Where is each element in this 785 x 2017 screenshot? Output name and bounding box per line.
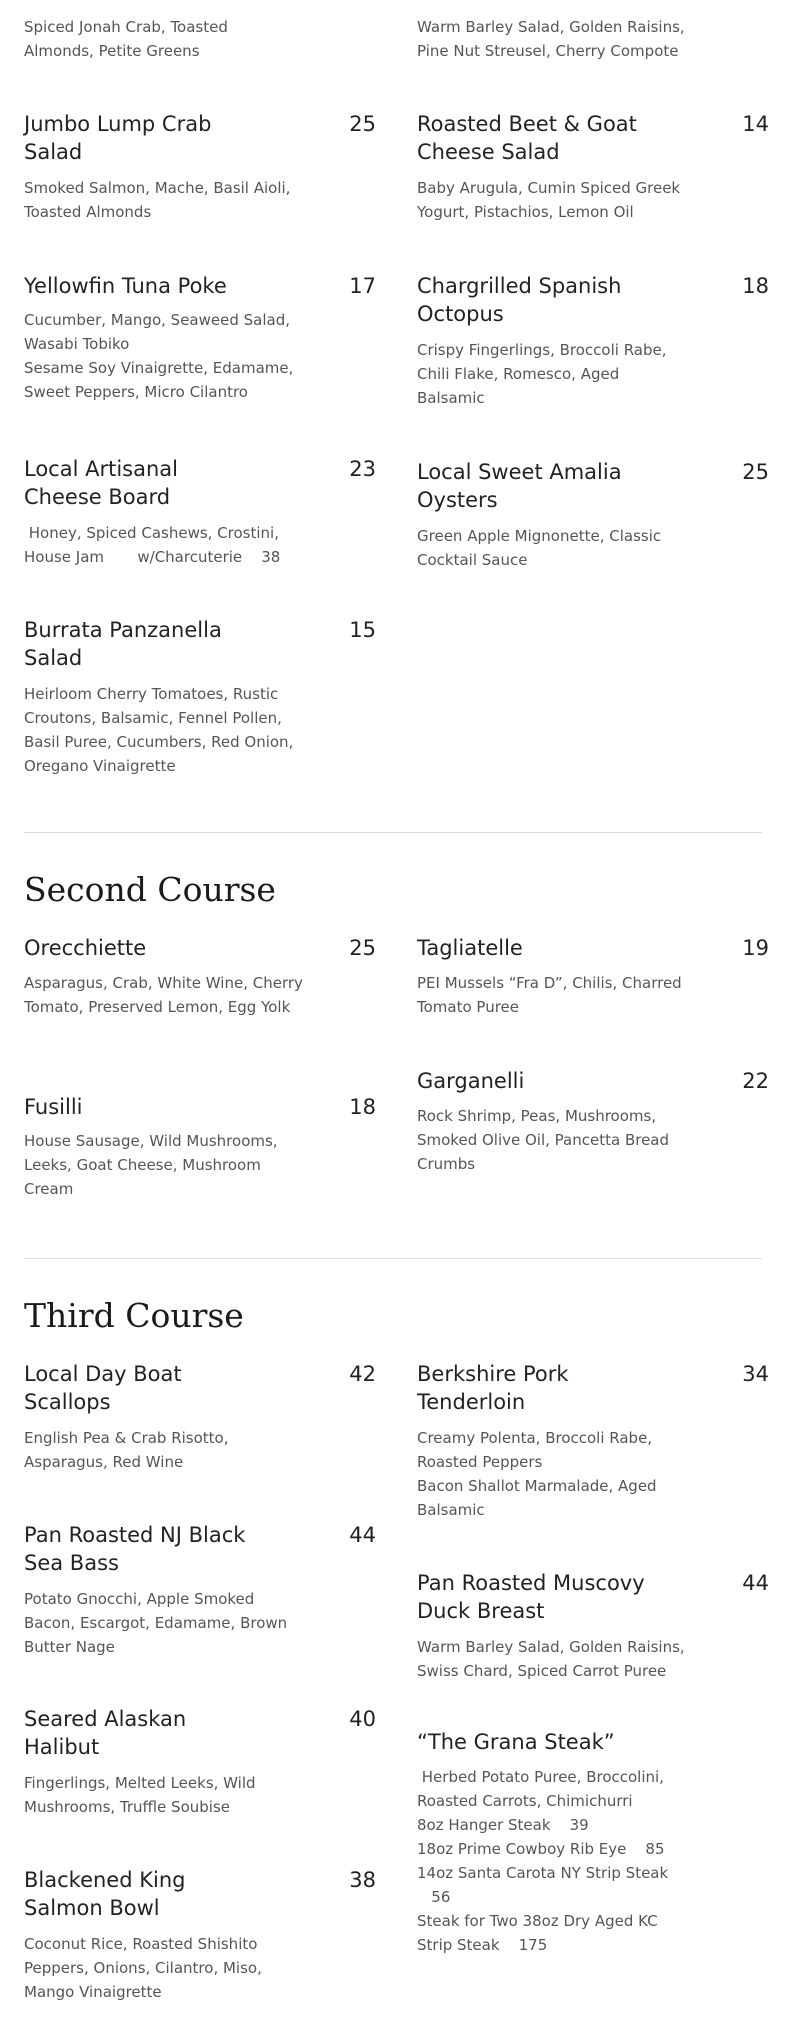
menu-item [417, 1360, 657, 1416]
menu-item-price: 38 [349, 1868, 376, 1892]
section-title-second-course: Second Course [24, 870, 276, 909]
menu-item-price: 15 [349, 618, 376, 642]
menu-item-price: 18 [349, 1095, 376, 1119]
menu-item-description: Rock Shrimp, Peas, Mushrooms, Smoked Olive Oil, Pancetta Bread Crumbs [417, 1107, 670, 1173]
menu-item [24, 1521, 264, 1577]
menu-item-description: Heirloom Cherry Tomatoes, Rustic Croutons, Balsamic, Fennel Pollen, Basil Puree, Cucumbers, Red Onion, Oregano Vinaigrette [24, 685, 294, 775]
menu-item-title: Burrata Panzanella Salad [24, 618, 222, 670]
menu-item-description: Herbed Potato Puree, Broccolini, Roasted Carrots, Chimichurri 8oz Hanger Steak 39 18oz Prime Cowboy Rib Eye 85 14oz Santa Carota NY Strip Steak 56 Steak for Two 38oz Dry Aged KC Strip Steak 175 [417, 1768, 669, 1954]
menu-item-description: Creamy Polenta, Broccoli Rabe, Roasted Peppers Bacon Shallot Marmalade, Aged Balsamic [417, 1429, 657, 1519]
menu-item [417, 272, 657, 328]
menu-item-description: House Sausage, Wild Mushrooms, Leeks, Goat Cheese, Mushroom Cream [24, 1132, 278, 1198]
menu-item-price: 18 [742, 274, 769, 298]
menu-item-description: Warm Barley Salad, Golden Raisins, Swiss Chard, Spiced Carrot Puree [417, 1638, 685, 1680]
menu-item-description: English Pea & Crab Risotto, Asparagus, Red Wine [24, 1429, 229, 1471]
menu-item-description: Crispy Fingerlings, Broccoli Rabe, Chili Flake, Romesco, Aged Balsamic [417, 341, 667, 407]
menu-item-description: Spiced Jonah Crab, Toasted Almonds, Petite Greens [24, 18, 228, 60]
menu-item [417, 934, 657, 962]
menu-item-title: Tagliatelle [417, 936, 523, 960]
menu-item-title: Fusilli [24, 1095, 83, 1119]
menu-item-price: 14 [742, 112, 769, 136]
menu-item-title: Local Day Boat Scallops [24, 1362, 182, 1414]
menu-item-title: “The Grana Steak” [417, 1730, 615, 1754]
menu-item [24, 110, 264, 166]
menu-item [417, 458, 657, 514]
menu-item-title: Orecchiette [24, 936, 147, 960]
menu-item-price: 25 [742, 460, 769, 484]
menu-item [24, 1705, 264, 1761]
menu-item-price: 25 [349, 112, 376, 136]
section-divider [24, 832, 762, 833]
menu-item-price: 19 [742, 936, 769, 960]
menu-item-price: 44 [742, 1571, 769, 1595]
menu-item [417, 1569, 657, 1625]
menu-item-description: Baby Arugula, Cumin Spiced Greek Yogurt, Pistachios, Lemon Oil [417, 179, 681, 221]
menu-item-price: 17 [349, 274, 376, 298]
menu-item-price: 34 [742, 1362, 769, 1386]
menu-item-price: 22 [742, 1069, 769, 1093]
menu-item-description: Cucumber, Mango, Seaweed Salad, Wasabi Tobiko Sesame Soy Vinaigrette, Edamame, Sweet Peppers, Micro Cilantro [24, 311, 294, 401]
menu-item-title: Yellowfin Tuna Poke [24, 274, 227, 298]
section-title-third-course: Third Course [24, 1296, 244, 1335]
menu-item-price: 44 [349, 1523, 376, 1547]
menu-item-description: Potato Gnocchi, Apple Smoked Bacon, Escargot, Edamame, Brown Butter Nage [24, 1590, 288, 1656]
menu-item-description: Warm Barley Salad, Golden Raisins, Pine Nut Streusel, Cherry Compote [417, 18, 685, 60]
menu-item-title: Pan Roasted Muscovy Duck Breast [417, 1571, 645, 1623]
menu-item [24, 1866, 264, 1922]
menu-item-title: Seared Alaskan Halibut [24, 1707, 187, 1759]
menu-item [24, 1360, 264, 1416]
menu-item [24, 616, 264, 672]
menu-item-description: Coconut Rice, Roasted Shishito Peppers, Onions, Cilantro, Miso, Mango Vinaigrette [24, 1935, 262, 2001]
menu-item-title: Jumbo Lump Crab Salad [24, 112, 212, 164]
menu-item-description: Honey, Spiced Cashews, Crostini, House Jam w/Charcuterie 38 [24, 524, 281, 566]
menu-item-title: Roasted Beet & Goat Cheese Salad [417, 112, 637, 164]
menu-item-title: Berkshire Pork Tenderloin [417, 1362, 569, 1414]
menu-item [417, 1067, 657, 1095]
menu-item [24, 272, 264, 300]
menu-item-description: PEI Mussels “Fra D”, Chilis, Charred Tomato Puree [417, 974, 682, 1016]
menu-item-title: Local Sweet Amalia Oysters [417, 460, 622, 512]
menu-item [24, 934, 264, 962]
menu-item-title: Blackened King Salmon Bowl [24, 1868, 186, 1920]
menu-item-title: Pan Roasted NJ Black Sea Bass [24, 1523, 246, 1575]
menu-item-price: 40 [349, 1707, 376, 1731]
menu-item-price: 42 [349, 1362, 376, 1386]
menu-item-price: 23 [349, 457, 376, 481]
menu-item-title: Chargrilled Spanish Octopus [417, 274, 622, 326]
menu-item-description: Asparagus, Crab, White Wine, Cherry Tomato, Preserved Lemon, Egg Yolk [24, 974, 303, 1016]
menu-item [417, 110, 657, 166]
menu-item-title: Local Artisanal Cheese Board [24, 457, 178, 509]
menu-item-title: Garganelli [417, 1069, 525, 1093]
menu-item-price: 25 [349, 936, 376, 960]
menu-item-description: Green Apple Mignonette, Classic Cocktail Sauce [417, 527, 662, 569]
menu-item [24, 455, 264, 511]
menu-item-description: Fingerlings, Melted Leeks, Wild Mushrooms, Truffle Soubise [24, 1774, 256, 1816]
menu-item [417, 1728, 657, 1756]
section-divider [24, 1258, 762, 1259]
menu-item [24, 1093, 264, 1121]
menu-item-description: Smoked Salmon, Mache, Basil Aioli, Toasted Almonds [24, 179, 291, 221]
